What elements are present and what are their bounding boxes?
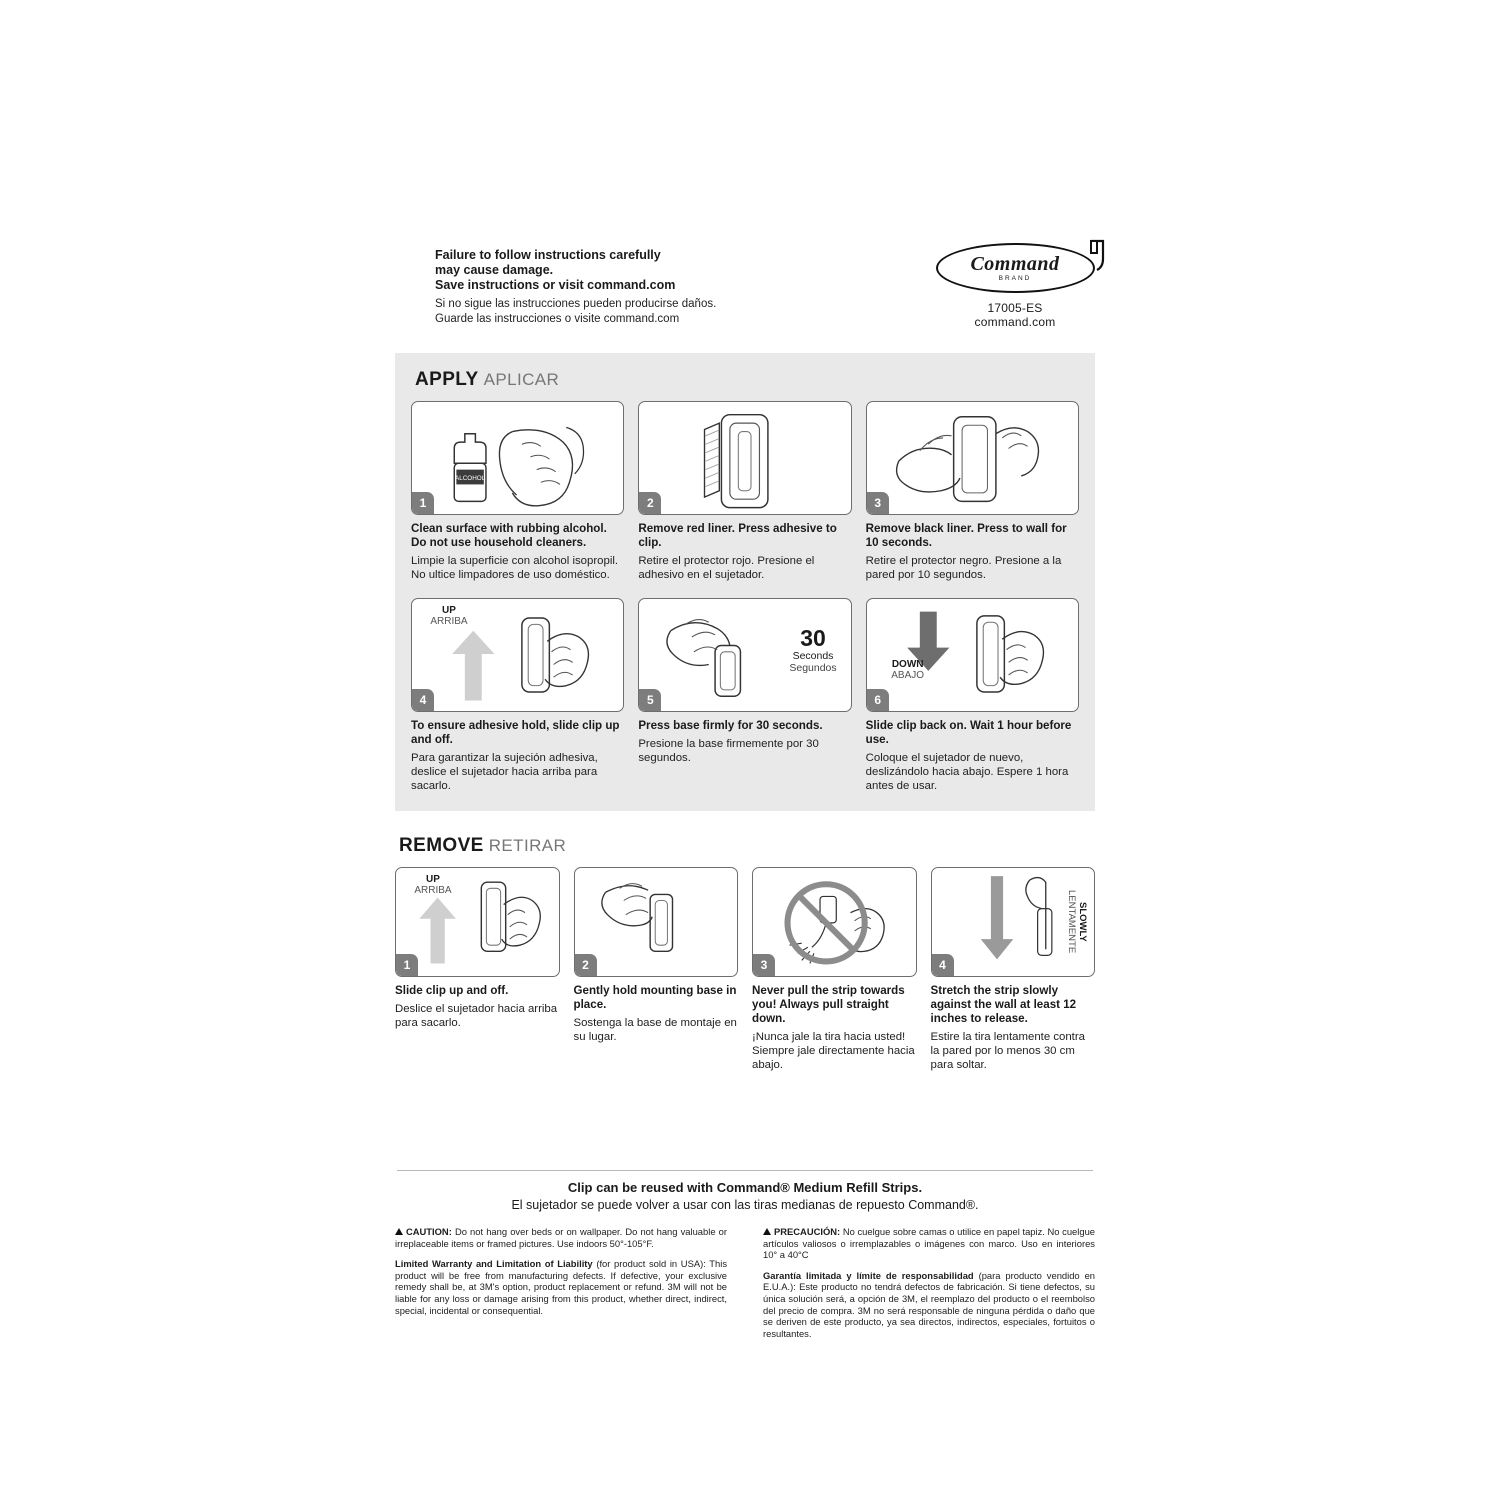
remove-title [399, 835, 1095, 857]
footer-divider [397, 1170, 1093, 1171]
caution-triangle-icon [763, 1228, 771, 1235]
press-to-wall-icon [867, 402, 1078, 515]
logo-oval [936, 243, 1095, 293]
remove-step-4-caption-en: Stretch the strip slowly against the wall at least 12 inches to release. [930, 984, 1077, 1025]
reuse-note-es: El sujetador se puede volver a usar con las tiras medianas de repuesto Command®. [511, 1198, 979, 1212]
apply-step-5 [638, 598, 851, 793]
apply-step-5-caption-es: Presione la base firmemente por 30 segundos. [638, 738, 819, 764]
apply-section [395, 353, 1095, 811]
remove-step-1-up-es: ARRIBA [414, 885, 452, 896]
remove-step-1-illustration [395, 867, 560, 977]
remove-step-2 [574, 867, 739, 1072]
remove-step-4 [931, 867, 1096, 1072]
footer-legal [395, 1226, 1095, 1348]
apply-step-3 [866, 401, 1079, 582]
remove-step-1-up-marker [404, 874, 462, 896]
caution-text-es: No cuelgue sobre camas o utilice en papel tapiz. No cuelgue artículos valiosos o irremplazables o imágenes con marco. Uso en interiores 10° a 40°C [763, 1226, 1095, 1261]
apply-step-6-down-en: DOWN [891, 659, 924, 670]
apply-step-4-caption-es: Para garantizar la sujeción adhesiva, deslice el sujetador hacia arriba para sacarlo. [411, 752, 598, 792]
logo-wordmark: Command [970, 252, 1060, 275]
hold-base-icon [575, 868, 738, 977]
apply-step-4-illustration [411, 598, 624, 712]
remove-step-3-caption-en: Never pull the strip towards you! Always pull straight down. [752, 984, 905, 1025]
apply-step-6-down-es: ABAJO [891, 670, 925, 681]
apply-step-3-caption-es: Retire el protector negro. Presione a la pared por 10 segundos. [865, 555, 1062, 581]
logo-brand-text: BRAND [998, 274, 1032, 282]
apply-step-2-number: 2 [639, 492, 661, 514]
remove-step-2-illustration [574, 867, 739, 977]
apply-step-1-illustration [411, 401, 624, 515]
apply-row-1 [411, 401, 1079, 582]
warning-line-1: Failure to follow instructions carefully [435, 248, 661, 262]
apply-step-4-caption-en: To ensure adhesive hold, slide clip up and off. [411, 719, 620, 746]
apply-step-2 [638, 401, 851, 582]
reuse-note [395, 1180, 1095, 1212]
remove-title-es: RETIRAR [488, 836, 567, 855]
caution-label-en: CAUTION: [406, 1226, 452, 1237]
apply-step-5-number: 5 [639, 689, 661, 711]
remove-red-liner-icon [639, 402, 850, 515]
remove-section [395, 833, 1095, 1072]
command-logo [920, 243, 1110, 329]
remove-step-3-caption-es: ¡Nunca jale la tira hacia usted! Siempre jale directamente hacia abajo. [752, 1031, 915, 1071]
remove-step-1-up-en: UP [426, 874, 440, 885]
apply-title-en: APPLY [415, 369, 479, 390]
apply-title [415, 369, 1079, 391]
remove-step-4-number: 4 [932, 954, 954, 976]
instruction-sheet [150, 148, 1350, 1358]
remove-step-2-caption-en: Gently hold mounting base in place. [573, 984, 737, 1011]
apply-row-2 [411, 598, 1079, 793]
apply-title-es: APLICAR [483, 370, 560, 389]
apply-step-4-up-en: UP [442, 605, 456, 616]
apply-step-2-caption-en: Remove red liner. Press adhesive to clip. [638, 522, 837, 549]
warning-spanish: Si no sigue las instrucciones pueden producirse daños. Guarde las instrucciones o visite command.com [435, 298, 717, 325]
logo-url: command.com [974, 315, 1056, 329]
footer-legal-es [763, 1226, 1095, 1348]
apply-step-3-caption-en: Remove black liner. Press to wall for 10 seconds. [865, 522, 1067, 549]
apply-step-3-illustration [866, 401, 1079, 515]
timer-label-es: Segundos [789, 662, 837, 674]
product-code: 17005-ES [987, 301, 1043, 315]
remove-row [395, 867, 1095, 1072]
apply-step-3-number: 3 [867, 492, 889, 514]
apply-step-1-caption-en: Clean surface with rubbing alcohol. Do not use household cleaners. [411, 522, 607, 549]
apply-step-4-up-es: ARRIBA [430, 616, 468, 627]
warranty-text-en: (for product sold in USA): This product will be free from manufacturing defects. If defective, your exclusive remedy shall be, at 3M's option, product replacement or refund. 3M will not be liable for any loss or damage arising from this product, whether direct, indirect, special, incidental or consequential. [395, 1258, 728, 1316]
remove-step-1-caption-en: Slide clip up and off. [395, 984, 509, 997]
apply-step-6-caption-en: Slide clip back on. Wait 1 hour before use. [865, 719, 1072, 746]
svg-text:ALCOHOL: ALCOHOL [454, 475, 486, 483]
apply-step-6-illustration [866, 598, 1079, 712]
warranty-label-es: Garantía limitada y límite de responsabilidad [763, 1269, 974, 1281]
alcohol-bottle-and-cloth-icon [412, 402, 623, 515]
apply-step-5-timer [789, 627, 836, 674]
apply-step-4-up-marker [420, 605, 478, 627]
apply-step-1-number: 1 [412, 492, 434, 514]
remove-step-1-number: 1 [396, 954, 418, 976]
remove-step-4-slowly-en: SLOWLY [1077, 902, 1088, 942]
apply-step-6-down-marker [877, 659, 939, 681]
apply-step-5-caption-en: Press base firmly for 30 seconds. [638, 719, 823, 732]
apply-step-6-caption-es: Coloque el sujetador de nuevo, deslizándolo hacia abajo. Espere 1 hora antes de usar. [865, 752, 1069, 792]
remove-step-4-slowly-marker [1066, 872, 1088, 972]
caution-text-en: Do not hang over beds or on wallpaper. Do not hang valuable or irreplaceable items or framed pictures. Use indoors 50°-105°F. [395, 1226, 727, 1249]
apply-step-6-number: 6 [867, 689, 889, 711]
remove-step-3 [752, 867, 917, 1072]
apply-step-4 [411, 598, 624, 793]
warranty-text-es: (para producto vendido en E.U.A.): Este producto no tendrá defectos de fabricación. Si tiene defectos, su única solución será, a opción de 3M, el reemplazo del producto o el reembolso del precio de compra. 3M no será responsable de ninguna pérdida o daño que se deriven de este producto, ya sea directos, indirectos, especiales, fortuitos o resultantes. [763, 1269, 1095, 1339]
do-not-pull-toward-you-icon [753, 868, 916, 977]
remove-step-4-caption-es: Estire la tira lentamente contra la pared por lo menos 30 cm para soltar. [930, 1031, 1085, 1071]
remove-title-en: REMOVE [399, 835, 484, 856]
reuse-note-en: Clip can be reused with Command® Medium Refill Strips. [567, 1180, 923, 1195]
remove-step-1-caption-es: Deslice el sujetador hacia arriba para sacarlo. [395, 1003, 558, 1029]
remove-step-3-number: 3 [753, 954, 775, 976]
apply-step-1-caption-es: Limpie la superficie con alcohol isopropil. No ultice limpadores de uso doméstico. [411, 555, 619, 581]
remove-step-1 [395, 867, 560, 1072]
remove-step-2-caption-es: Sostenga la base de montaje en su lugar. [573, 1017, 737, 1043]
apply-step-5-illustration [638, 598, 851, 712]
apply-step-1 [411, 401, 624, 582]
remove-step-2-number: 2 [575, 954, 597, 976]
header-warning [435, 248, 735, 326]
apply-step-4-number: 4 [412, 689, 434, 711]
hook-icon [1087, 239, 1109, 273]
remove-step-3-illustration [752, 867, 917, 977]
warning-line-3: Save instructions or visit command.com [435, 278, 676, 292]
apply-step-6 [866, 598, 1079, 793]
timer-label-en: Seconds [792, 650, 834, 662]
apply-step-2-illustration [638, 401, 851, 515]
caution-label-es: PRECAUCIÓN: [774, 1226, 841, 1237]
warning-line-2: may cause damage. [435, 263, 554, 277]
caution-triangle-icon [395, 1228, 403, 1235]
remove-step-4-slowly-es: LENTAMENTE [1066, 890, 1077, 954]
warranty-label-en: Limited Warranty and Limitation of Liability [395, 1258, 593, 1270]
remove-step-4-illustration [931, 867, 1096, 977]
slide-clip-down-icon [867, 599, 1078, 712]
footer-legal-en [395, 1226, 727, 1348]
timer-value: 30 [800, 625, 826, 651]
apply-step-2-caption-es: Retire el protector rojo. Presione el adhesivo en el sujetador. [638, 555, 815, 581]
